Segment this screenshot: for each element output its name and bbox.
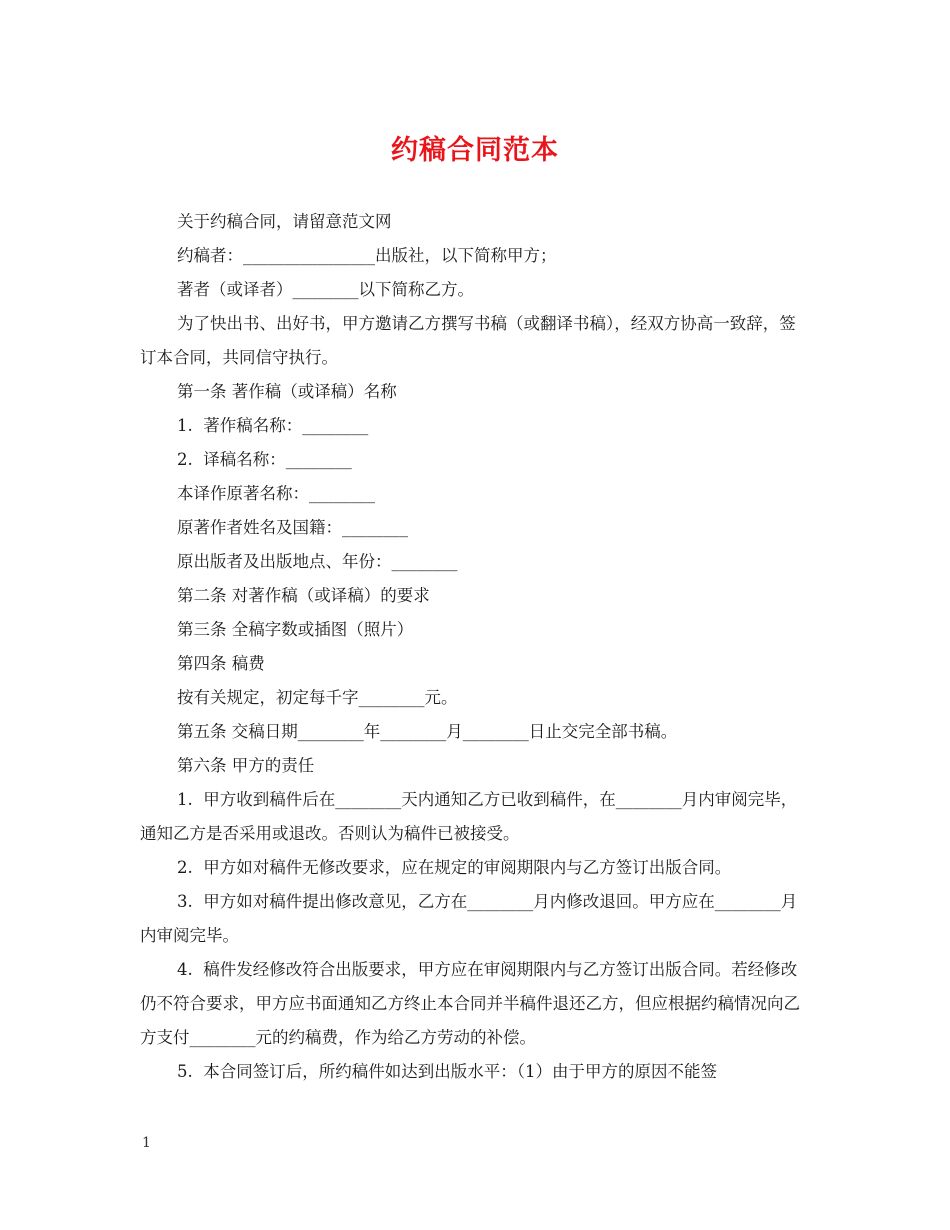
paragraph: 2. 译稿名称：________ xyxy=(177,450,352,469)
article-heading: 第一条 著作稿（或译稿）名称 xyxy=(177,382,397,401)
paragraph: 2. 甲方如对稿件无修改要求，应在规定的审阅期限内与乙方签订出版合同。 xyxy=(177,858,732,877)
article-heading: 第五条 交稿日期________年________月________日止交完全部书稿。 xyxy=(177,722,678,741)
article-heading: 第二条 对著作稿（或译稿）的要求 xyxy=(177,586,430,605)
paragraph: 按有关规定，初定每千字________元。 xyxy=(177,688,458,707)
paragraph: 约稿者：________________出版社，以下简称甲方； xyxy=(177,246,557,265)
paragraph: 1. 甲方收到稿件后在________天内通知乙方已收到稿件，在________月内审阅完毕，通知乙方是否采用或退改。否则认为稿件已被接受。 xyxy=(140,790,798,843)
paragraph: 4. 稿件发经修改符合出版要求，甲方应在审阅期限内与乙方签订出版合同。若经修改仍不符合要求，甲方应书面通知乙方终止本合同并半稿件退还乙方，但应根据约稿情况向乙方支付________元的约稿费，作为给乙方劳动的补偿。 xyxy=(140,960,800,1047)
document-title: 约稿合同范本 xyxy=(391,135,559,166)
paragraph: 5. 本合同签订后，所约稿件如达到出版水平：（1）由于甲方的原因不能签 xyxy=(177,1062,717,1081)
paragraph: 原著作者姓名及国籍：________ xyxy=(177,518,408,537)
page-number: 1 xyxy=(142,1135,151,1151)
paragraph: 1. 著作稿名称：________ xyxy=(177,416,369,435)
paragraph: 为了快出书、出好书，甲方邀请乙方撰写书稿（或翻译书稿），经双方协高一致辞，签订本合同，共同信守执行。 xyxy=(140,314,796,367)
paragraph: 著者（或译者）________以下简称乙方。 xyxy=(177,280,474,299)
paragraph: 原出版者及出版地点、年份：________ xyxy=(177,552,458,571)
paragraph: 3. 甲方如对稿件提出修改意见，乙方在________月内修改退回。甲方应在________月内审阅完毕。 xyxy=(140,892,798,945)
article-heading: 第三条 全稿字数或插图（照片） xyxy=(177,620,414,639)
paragraph: 关于约稿合同，请留意范文网 xyxy=(177,212,392,231)
article-heading: 第四条 稿费 xyxy=(177,654,265,673)
paragraph: 本译作原著名称：________ xyxy=(177,484,375,503)
document-body xyxy=(140,205,812,1089)
article-heading: 第六条 甲方的责任 xyxy=(177,756,315,775)
